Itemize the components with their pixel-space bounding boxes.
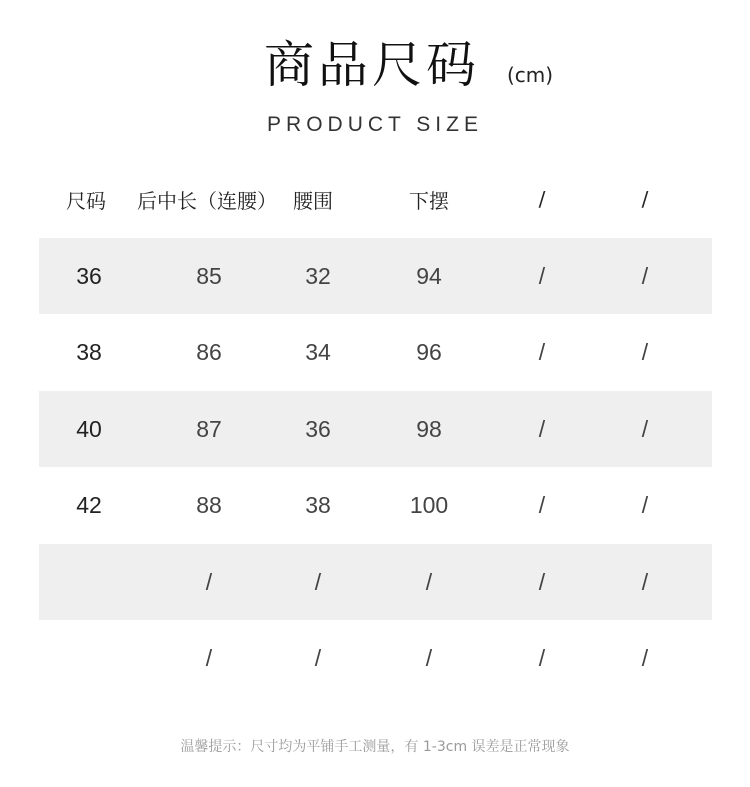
header-waist: 腰围 <box>293 188 333 213</box>
extra-2-value: / <box>641 492 649 518</box>
extra-1-value: / <box>538 339 546 365</box>
extra-1-value: / <box>538 568 546 595</box>
extra-1-value: / <box>538 645 546 671</box>
extra-2-value: / <box>641 415 649 442</box>
size-value: 36 <box>76 262 102 289</box>
extra-2-value: / <box>641 645 649 671</box>
back-length-value: / <box>205 568 213 595</box>
table-row <box>39 391 712 467</box>
waist-value: / <box>314 645 322 671</box>
header-back-length: 后中长（连腰） <box>137 188 277 213</box>
table-header-row <box>39 160 712 238</box>
header-size: 尺码 <box>66 188 106 213</box>
header-extra-1: / <box>538 187 546 211</box>
waist-value: 36 <box>305 415 331 442</box>
extra-2-value: / <box>641 262 649 289</box>
unit-label: (cm) <box>507 63 554 87</box>
back-length-value: 88 <box>196 492 222 518</box>
page-subtitle: PRODUCT SIZE <box>267 113 483 136</box>
table-row <box>39 544 712 620</box>
size-value: 42 <box>76 492 102 518</box>
waist-value: / <box>314 568 322 595</box>
size-value <box>49 544 129 620</box>
extra-1-value: / <box>538 262 546 289</box>
hem-value: / <box>425 568 433 595</box>
measurement-note: 温馨提示：尺寸均为平铺手工测量，有 1-3cm 误差是正常现象 <box>180 739 570 755</box>
hem-value: 100 <box>409 492 449 518</box>
page-title: 商品尺码 <box>264 36 480 94</box>
back-length-value: / <box>205 645 213 671</box>
extra-2-value: / <box>641 339 649 365</box>
title-area <box>0 34 750 104</box>
table-row <box>39 238 712 314</box>
size-value: 38 <box>76 339 102 365</box>
waist-value: 38 <box>305 492 331 518</box>
hem-value: 94 <box>416 262 442 289</box>
waist-value: 34 <box>305 339 331 365</box>
waist-value: 32 <box>305 262 331 289</box>
table-row <box>39 314 712 391</box>
hem-value: 96 <box>416 339 442 365</box>
table-row <box>39 620 712 697</box>
header-hem: 下摆 <box>409 188 449 213</box>
extra-1-value: / <box>538 415 546 442</box>
hem-value: 98 <box>416 415 442 442</box>
table-row <box>39 467 712 544</box>
back-length-value: 85 <box>196 262 222 289</box>
extra-2-value: / <box>641 568 649 595</box>
size-value: 40 <box>76 415 102 442</box>
extra-1-value: / <box>538 492 546 518</box>
header-extra-2: / <box>641 187 649 211</box>
back-length-value: 87 <box>196 415 222 442</box>
size-table <box>39 160 712 697</box>
hem-value: / <box>425 645 433 671</box>
size-value <box>49 620 129 697</box>
back-length-value: 86 <box>196 339 222 365</box>
